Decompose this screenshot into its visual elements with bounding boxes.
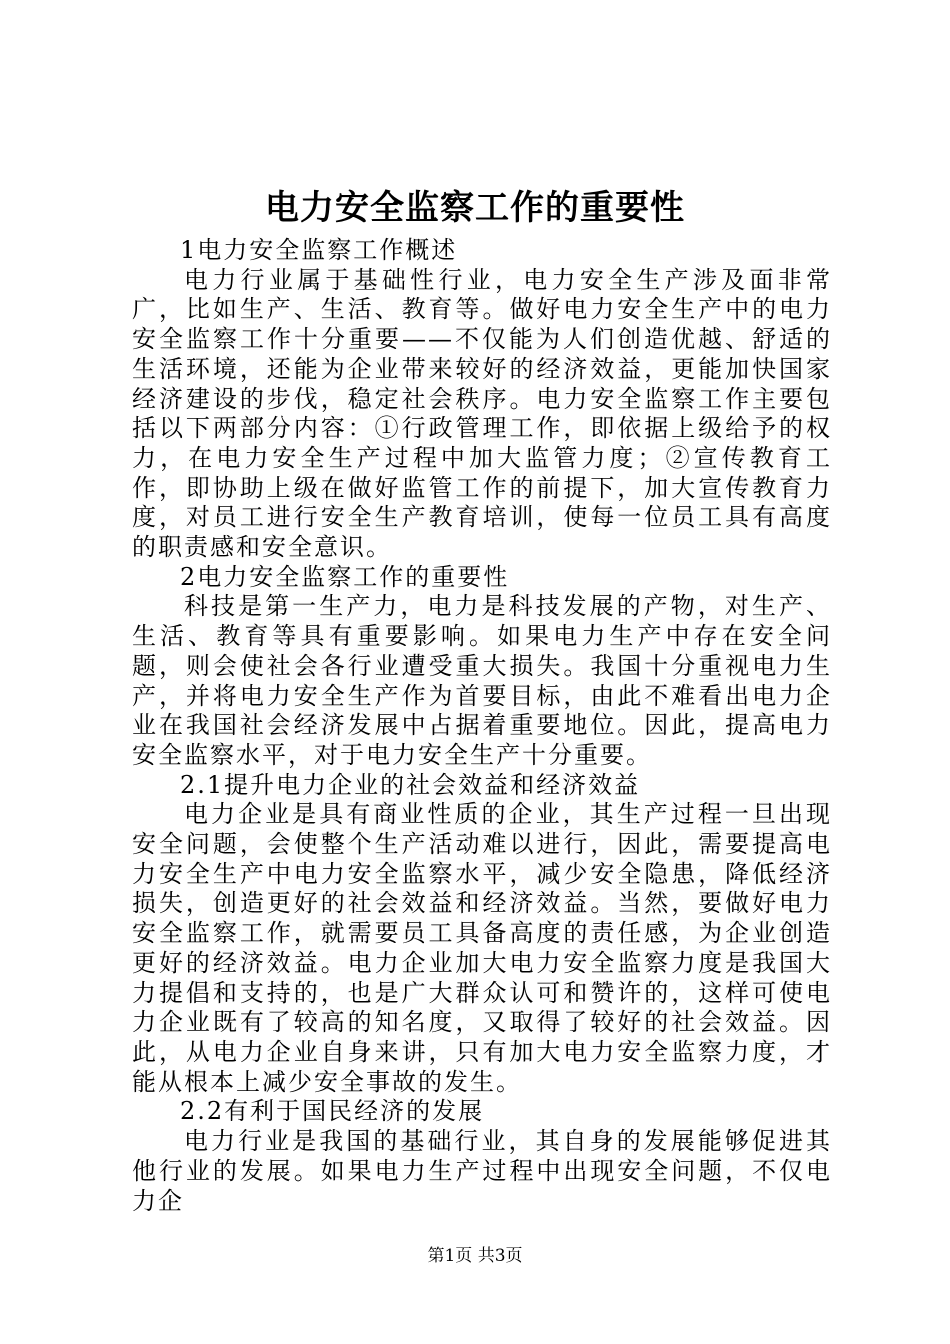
document-body xyxy=(132,236,832,1216)
page-number-footer: 第1页 共3页 xyxy=(427,1246,523,1266)
document-title: 电力安全监察工作的重要性 xyxy=(265,188,685,228)
paragraph: 科技是第一生产力，电力是科技发展的产物，对生产、生活、教育等具有重要影响。如果电力生产中存在安全问题，则会使社会各行业遭受重大损失。我国十分重视电力生产，并将电力安全生产作为首要目标，由此不难看出电力企业在我国社会经济发展中占据着重要地位。因此，提高电力安全监察水平，对于电力安全生产十分重要。 xyxy=(132,592,832,769)
subsection-heading: 2.1提升电力企业的社会效益和经济效益 xyxy=(180,770,641,799)
paragraph: 电力行业属于基础性行业，电力安全生产涉及面非常广，比如生产、生活、教育等。做好电力安全生产中的电力安全监察工作十分重要——不仅能为人们创造优越、舒适的生活环境，还能为企业带来较好的经济效益，更能加快国家经济建设的步伐，稳定社会秩序。电力安全监察工作主要包括以下两部分内容：①行政管理工作，即依据上级给予的权力，在电力安全生产过程中加大监管力度；②宣传教育工作，即协助上级在做好监管工作的前提下，加大宣传教育力度，对员工进行安全生产教育培训，使每一位员工具有高度的职责感和安全意识。 xyxy=(132,265,832,562)
paragraph: 电力企业是具有商业性质的企业，其生产过程一旦出现安全问题，会使整个生产活动难以进行，因此，需要提高电力安全生产中电力安全监察水平，减少安全隐患，降低经济损失，创造更好的社会效益和经济效益。当然，要做好电力安全监察工作，就需要员工具备高度的责任感，为企业创造更好的经济效益。电力企业加大电力安全监察力度是我国大力提倡和支持的，也是广大群众认可和赞许的，这样可使电力企业既有了较高的知名度，又取得了较好的社会效益。因此，从电力企业自身来讲，只有加大电力安全监察力度，才能从根本上减少安全事故的发生。 xyxy=(132,800,832,1096)
section-heading: 2电力安全监察工作的重要性 xyxy=(180,562,510,591)
section-heading: 1电力安全监察工作概述 xyxy=(180,236,458,264)
subsection-heading: 2.2有利于国民经济的发展 xyxy=(180,1097,485,1126)
paragraph: 电力行业是我国的基础行业，其自身的发展能够促进其他行业的发展。如果电力生产过程中出现安全问题，不仅电力企 xyxy=(132,1127,832,1215)
